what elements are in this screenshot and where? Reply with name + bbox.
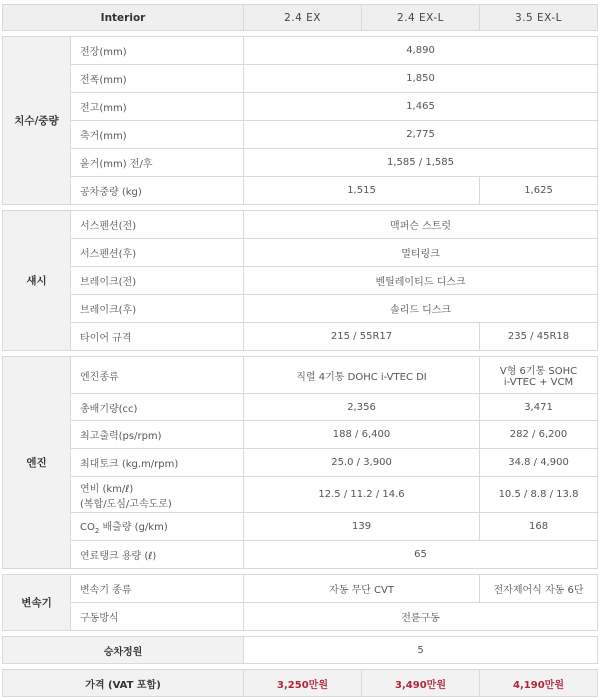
value-co2-35: 168 [480,513,598,541]
row-fuel-tank [3,541,598,569]
category-engine: 엔진 [3,357,71,569]
value-power-24: 188 / 6,400 [244,421,480,449]
value-curb-weight-35: 1,625 [480,177,598,205]
row-width [3,65,598,93]
label-displacement: 총배기량(cc) [71,394,244,421]
label-susp-rear: 서스펜션(후) [71,239,244,267]
value-wheelbase: 2,775 [244,121,598,149]
row-susp-front [3,211,598,239]
label-fuel-economy-line1: 연비 (km/ℓ) [80,483,134,495]
row-curb-weight [3,177,598,205]
label-tread: 윤거(mm) 전/후 [71,149,244,177]
label-fuel-tank: 연료탱크 용량 (ℓ) [71,541,244,569]
value-height: 1,465 [244,93,598,121]
value-transmission-35: 전자제어식 자동 6단 [480,575,598,603]
row-height [3,93,598,121]
value-length: 4,890 [244,37,598,65]
label-engine-type: 엔진종류 [71,357,244,394]
label-torque: 최대토크 (kg.m/rpm) [71,449,244,477]
value-tread: 1,585 / 1,585 [244,149,598,177]
value-displacement-24: 2,356 [244,394,480,421]
header-model-24ex: 2.4 EX [244,5,362,31]
header-row [3,5,598,31]
spec-table [2,4,598,697]
label-height: 전고(mm) [71,93,244,121]
value-susp-front: 맥퍼슨 스트럿 [244,211,598,239]
label-price: 가격 (VAT 포함) [3,670,244,697]
value-tire-24: 215 / 55R17 [244,323,480,351]
label-co2 [71,513,244,541]
row-price [3,670,598,697]
label-co2-prefix: CO [80,522,95,533]
value-fuel-economy-35: 10.5 / 8.8 / 13.8 [480,477,598,513]
category-dimensions: 치수/중량 [3,37,71,205]
row-brake-front [3,267,598,295]
price-24exl: 3,490만원 [362,670,480,697]
category-chassis: 섀시 [3,211,71,351]
row-drive [3,603,598,631]
label-curb-weight: 공차중량 (kg) [71,177,244,205]
label-seating: 승차정원 [3,637,244,664]
row-fuel-economy [3,477,598,513]
value-brake-front: 벤틸레이티드 디스크 [244,267,598,295]
value-engine-type-35 [480,357,598,394]
row-power [3,421,598,449]
row-torque [3,449,598,477]
price-35exl: 4,190만원 [480,670,598,697]
value-curb-weight-24: 1,515 [244,177,480,205]
row-seating [3,637,598,664]
row-tire [3,323,598,351]
value-co2-24: 139 [244,513,480,541]
value-fuel-tank: 65 [244,541,598,569]
header-interior: Interior [3,5,244,31]
value-susp-rear: 멀티링크 [244,239,598,267]
category-transmission: 변속기 [3,575,71,631]
value-torque-24: 25.0 / 3,900 [244,449,480,477]
value-seating: 5 [244,637,598,664]
value-engine-type-35-line2: i-VTEC + VCM [503,377,574,388]
row-wheelbase [3,121,598,149]
label-co2-suffix: 배출량 (g/km) [99,522,168,533]
value-displacement-35: 3,471 [480,394,598,421]
label-power: 최고출력(ps/rpm) [71,421,244,449]
header-model-35exl: 3.5 EX-L [480,5,598,31]
label-tire: 타이어 규격 [71,323,244,351]
value-width: 1,850 [244,65,598,93]
label-brake-rear: 브레이크(후) [71,295,244,323]
label-fuel-economy [71,477,244,513]
value-engine-type-35-line1: V형 6기통 SOHC [499,366,578,377]
row-susp-rear [3,239,598,267]
label-susp-front: 서스펜션(전) [71,211,244,239]
row-transmission-type [3,575,598,603]
value-transmission-24: 자동 무단 CVT [244,575,480,603]
header-model-24exl: 2.4 EX-L [362,5,480,31]
row-engine-type [3,357,598,394]
value-tire-35: 235 / 45R18 [480,323,598,351]
label-wheelbase: 축거(mm) [71,121,244,149]
value-torque-35: 34.8 / 4,900 [480,449,598,477]
value-engine-type-24: 직렬 4기통 DOHC i-VTEC DI [244,357,480,394]
label-length: 전장(mm) [71,37,244,65]
label-drive: 구동방식 [71,603,244,631]
value-drive: 전륜구동 [244,603,598,631]
label-fuel-economy-line2: (복합/도심/고속도로) [80,498,172,510]
value-fuel-economy-24: 12.5 / 11.2 / 14.6 [244,477,480,513]
value-brake-rear: 솔리드 디스크 [244,295,598,323]
row-co2 [3,513,598,541]
label-transmission-type: 변속기 종류 [71,575,244,603]
row-brake-rear [3,295,598,323]
row-displacement [3,394,598,421]
label-brake-front: 브레이크(전) [71,267,244,295]
row-length [3,37,598,65]
row-tread [3,149,598,177]
price-24ex: 3,250만원 [244,670,362,697]
label-width: 전폭(mm) [71,65,244,93]
label-co2-sub: 2 [94,527,100,535]
value-power-35: 282 / 6,200 [480,421,598,449]
